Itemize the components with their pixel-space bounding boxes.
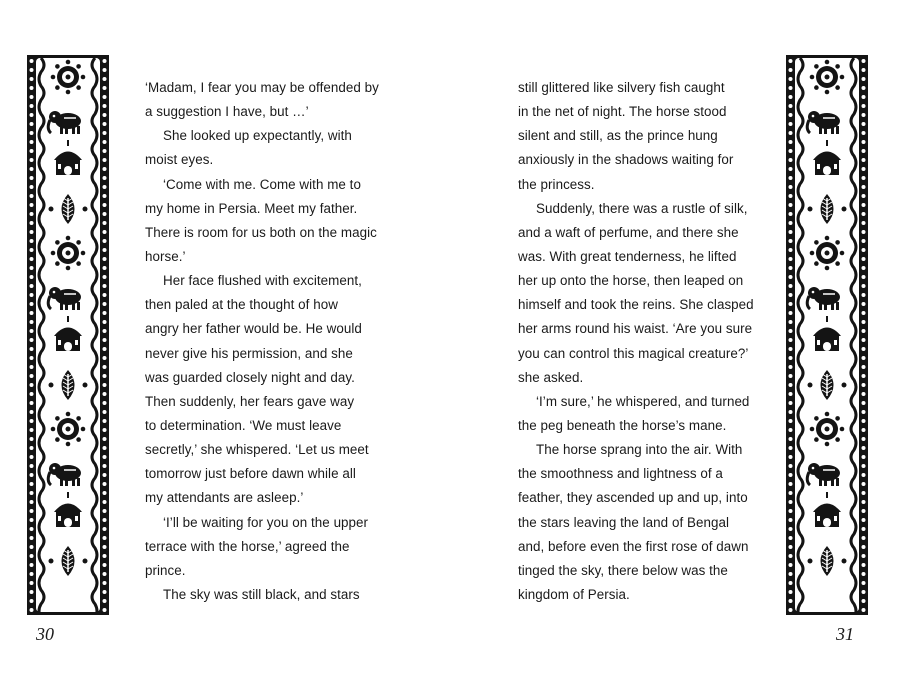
text-line: was guarded closely night and day.	[145, 369, 355, 385]
text-line: horse.’	[145, 248, 186, 264]
text-line: prince.	[145, 562, 186, 578]
text-line: then paled at the thought of how	[145, 297, 338, 313]
text-line: There is room for us both on the magic	[145, 224, 377, 240]
text-line: and a waft of perfume, and there she	[518, 224, 739, 240]
text-line: still glittered like silvery fish caught	[518, 80, 725, 95]
text-line: ‘I’ll be waiting for you on the upper	[163, 514, 369, 530]
text-line: the smoothness and lightness of a	[518, 466, 723, 482]
text-line: to determination. ‘We must leave	[145, 417, 342, 433]
text-line: ‘Madam, I fear you may be offended by	[145, 80, 379, 95]
left-page-text	[145, 76, 395, 607]
text-line: the peg beneath the horse’s mane.	[518, 417, 727, 433]
text-line: kingdom of Persia.	[518, 586, 630, 602]
text-line: her up onto the horse, then leaped on	[518, 273, 744, 289]
text-line: The horse sprang into the air. With	[536, 442, 743, 458]
page-number-left: 30	[36, 624, 54, 644]
text-line: tomorrow just before dawn while all	[145, 466, 356, 482]
text-line: tinged the sky, there below was the	[518, 562, 728, 578]
text-line: feather, they ascended up and up, into	[518, 490, 748, 506]
right-page-text	[518, 76, 768, 607]
text-line: secretly,’ she whispered. ‘Let us meet	[145, 442, 369, 458]
text-line: and, before even the first rose of dawn	[518, 538, 749, 554]
text-line: the princess.	[518, 176, 595, 192]
text-line: angry her father would be. He would	[145, 321, 362, 337]
text-line: ‘Come with me. Come with me to	[163, 176, 361, 192]
text-line: Her face flushed with excitement,	[163, 273, 362, 289]
text-line: She looked up expectantly, with	[163, 128, 352, 144]
text-line: her arms round his waist. ‘Are you sure	[518, 321, 753, 337]
text-line: anxiously in the shadows waiting for	[518, 152, 734, 168]
text-line: ‘I’m sure,’ he whispered, and turned	[536, 393, 750, 409]
page-number-right: 31	[836, 624, 854, 644]
text-line: Suddenly, there was a rustle of silk,	[536, 200, 748, 216]
text-line: Then suddenly, her fears gave way	[145, 393, 355, 409]
text-line: she asked.	[518, 369, 584, 385]
text-line: moist eyes.	[145, 152, 214, 168]
text-line: terrace with the horse,’ agreed the	[145, 538, 350, 554]
decorative-border-left	[27, 55, 109, 615]
text-line: was. With great tenderness, he lifted	[518, 248, 737, 264]
text-line: my attendants are asleep.’	[145, 490, 304, 506]
text-line: never give his permission, and she	[145, 345, 353, 361]
text-line: The sky was still black, and stars	[163, 586, 360, 602]
decorative-border-right	[786, 55, 868, 615]
text-line: a suggestion I have, but …’	[145, 104, 309, 120]
text-line: you can control this magical creature?’	[518, 345, 749, 361]
text-line: in the net of night. The horse stood	[518, 104, 727, 120]
text-line: himself and took the reins. She clasped	[518, 297, 754, 313]
text-line: the stars leaving the land of Bengal	[518, 514, 729, 530]
text-line: silent and still, as the prince hung	[518, 128, 718, 144]
text-line: my home in Persia. Meet my father.	[145, 200, 358, 216]
